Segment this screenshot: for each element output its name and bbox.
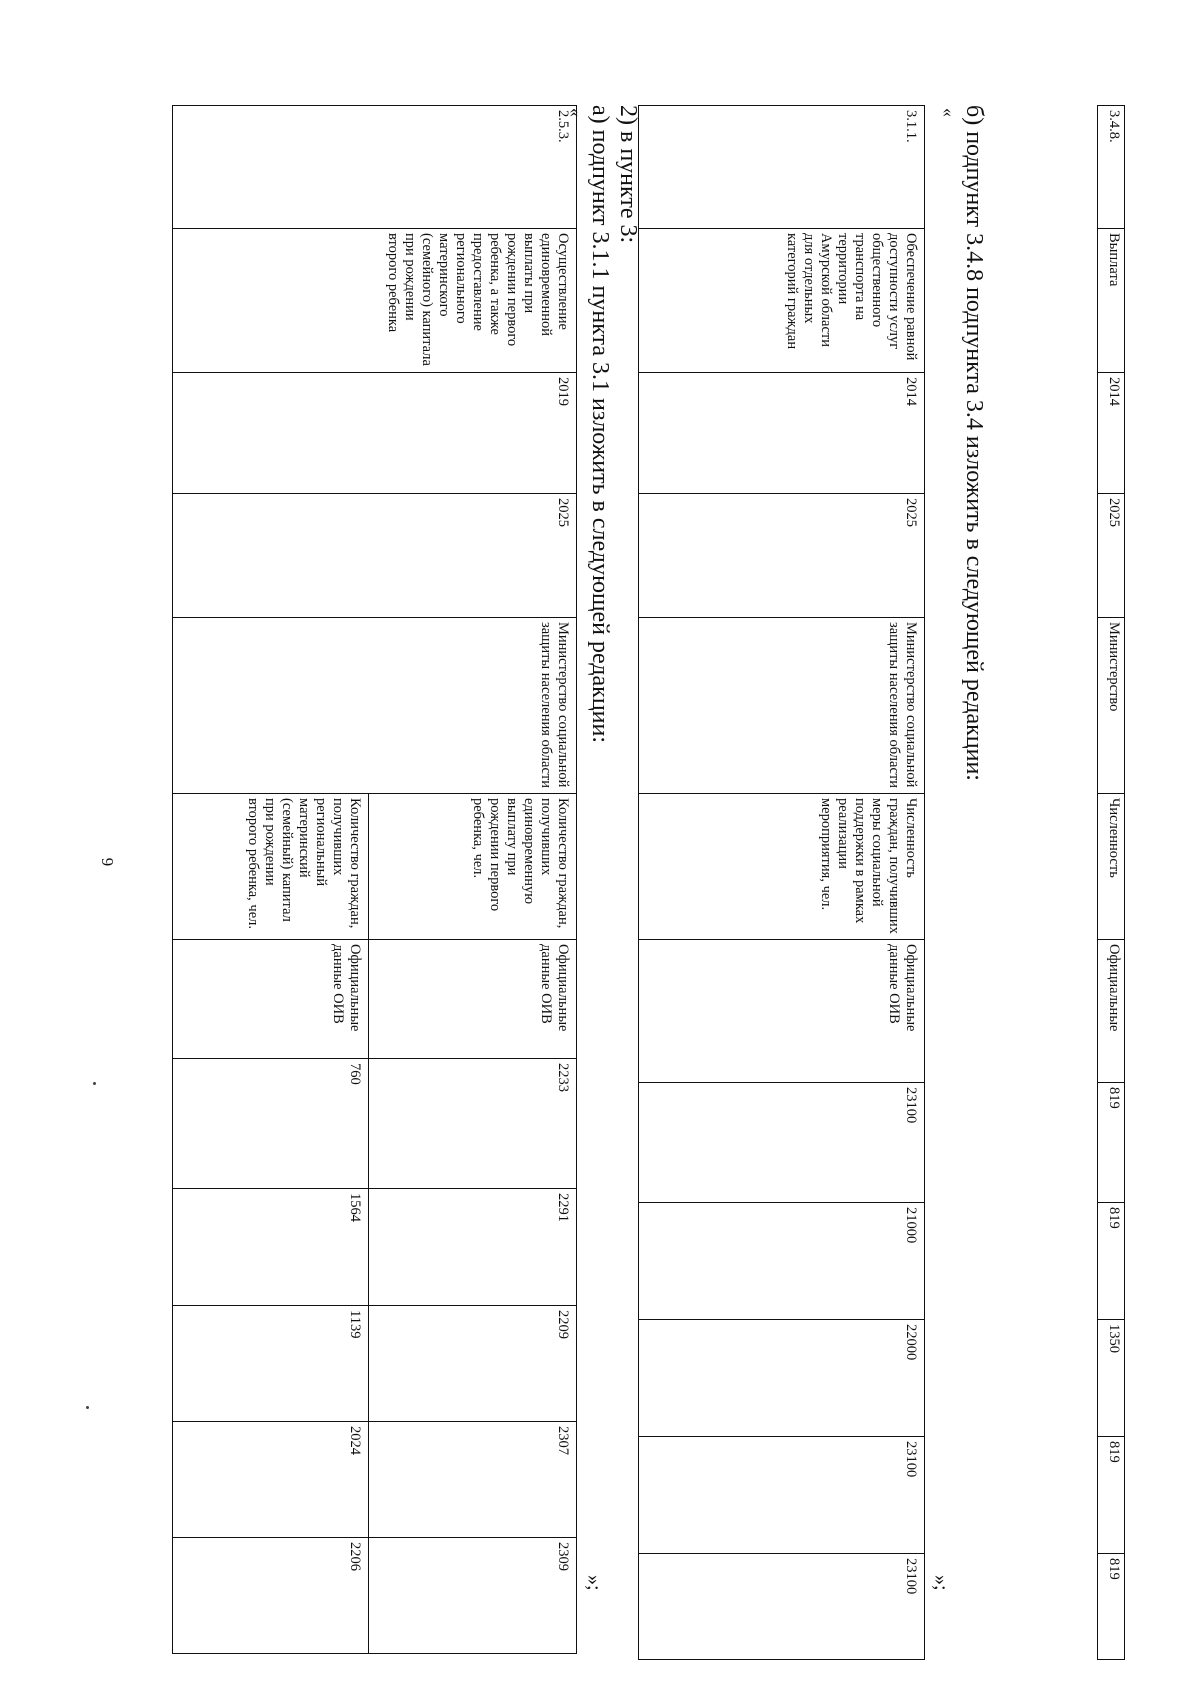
value-cell: 23100 [639, 1083, 925, 1203]
closing-quote: »; [930, 1575, 952, 1591]
end-year-cell: 2025 [639, 494, 925, 618]
value-cell: 2206 [173, 1538, 369, 1654]
value-cell: 2209 [369, 1306, 577, 1422]
value-cell: 819 [1098, 1203, 1125, 1320]
value-cell: 819 [1098, 1083, 1125, 1203]
value-cell: 1350 [1098, 1320, 1125, 1437]
end-year-cell: 2025 [173, 494, 577, 618]
item-number: 3.4.8. [1098, 106, 1125, 229]
start-year-cell: 2019 [173, 373, 577, 494]
table-item-3-1-1 [638, 105, 925, 1660]
value-cell: 1139 [173, 1306, 369, 1422]
measure-cell: Выплата [1098, 229, 1125, 373]
value-cell: 819 [1098, 1554, 1125, 1660]
value-cell: 2024 [173, 1422, 369, 1538]
table-row [369, 106, 577, 1654]
value-cell: 760 [173, 1059, 369, 1189]
indicator-cell: Количество граждан, получивших региональный материнский (семейный) капитал при рождении второго ребенка, чел. [173, 794, 369, 940]
executor-cell: Министерство [1098, 618, 1125, 794]
source-cell: Официальные данные ОИВ [173, 940, 369, 1059]
value-cell: 2309 [369, 1538, 577, 1654]
start-year-cell: 2014 [639, 373, 925, 494]
measure-cell: Обеспечение равной доступности услуг общественного транспорта на территории Амурской области для отдельных категорий граждан [639, 229, 925, 373]
value-cell: 2307 [369, 1422, 577, 1538]
table-row [1098, 106, 1125, 1660]
value-cell: 22000 [639, 1320, 925, 1437]
section-heading: 2) в пункте 3: [615, 105, 641, 244]
opening-quote: « [566, 108, 586, 117]
indicator-cell: Численность [1098, 794, 1125, 940]
subpoint-b-heading: б) подпункт 3.4.8 подпункта 3.4 изложить в следующей редакции: [961, 105, 987, 781]
table-item-3-4-8 [1097, 105, 1125, 1660]
opening-quote: « [939, 108, 959, 117]
start-year-cell: 2014 [1098, 373, 1125, 494]
source-cell: Официальные данные ОИВ [369, 940, 577, 1059]
item-number: 3.1.1. [639, 106, 925, 229]
value-cell: 1564 [173, 1189, 369, 1306]
table-item-2-5-3 [172, 105, 577, 1654]
executor-cell: Министерство социальной защиты населения области [173, 618, 577, 794]
value-cell: 23100 [639, 1554, 925, 1660]
source-cell: Официальные данные ОИВ [639, 940, 925, 1083]
value-cell: 819 [1098, 1437, 1125, 1554]
item-number: 2.5.3. [173, 106, 577, 229]
value-cell: 2291 [369, 1189, 577, 1306]
indicator-cell: Количество граждан, получивших единовременную выплату при рождении первого ребенка, чел. [369, 794, 577, 940]
indicator-cell: Численность граждан, получивших меры социальной поддержки в рамках реализации мероприятия, чел. [639, 794, 925, 940]
value-cell: 2233 [369, 1059, 577, 1189]
page-number: 6 [98, 857, 117, 867]
measure-cell: Осуществление единовременной выплаты при рождении первого ребенка, а также предоставление регионального материнского (семейного) капитала при рождении второго ребенка [173, 229, 577, 373]
table-row [639, 106, 925, 1660]
subpoint-a-heading: а) подпункт 3.1.1 пункта 3.1 изложить в следующей редакции: [587, 105, 613, 744]
executor-cell: Министерство социальной защиты населения области [639, 618, 925, 794]
value-cell: 23100 [639, 1437, 925, 1554]
value-cell: 21000 [639, 1203, 925, 1320]
closing-quote: »; [583, 1575, 605, 1591]
source-cell: Официальные [1098, 940, 1125, 1083]
end-year-cell: 2025 [1098, 494, 1125, 618]
